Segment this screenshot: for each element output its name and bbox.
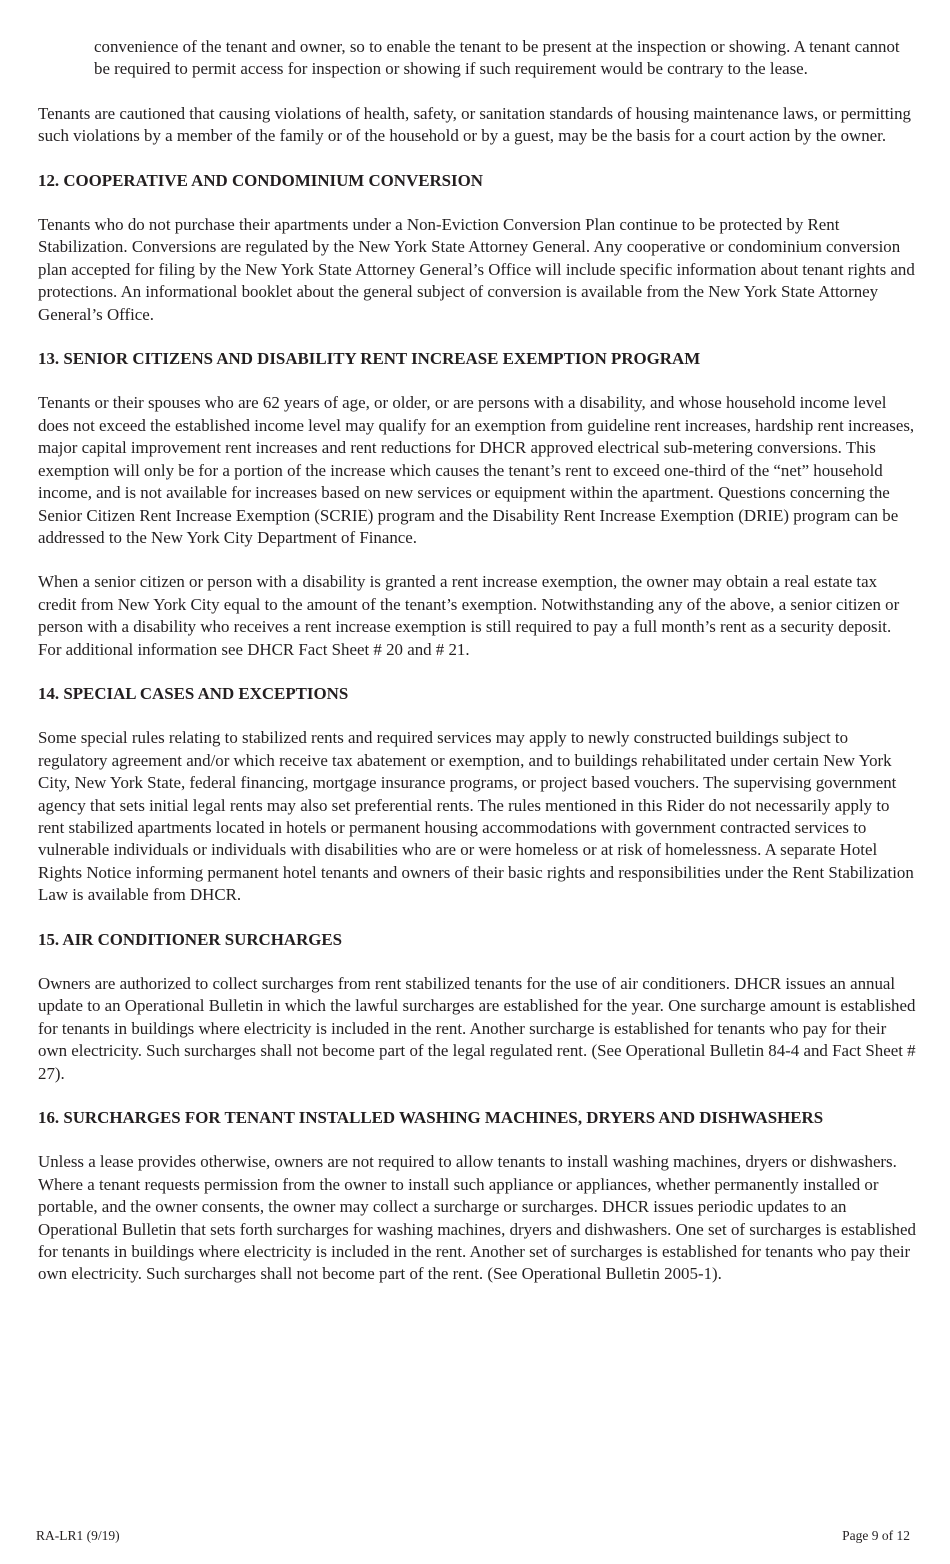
section-13-paragraph-1: Tenants or their spouses who are 62 years of age, or older, or are persons with a disability, and whose household income level does not exceed the established income level may qualify for an exemption from guideline rent increases, hardship rent increases, major capital improvement rent increases and rent reductions for DHCR approved electrical sub-metering conversions. This exemption will only be for a portion of the increase which causes the tenant’s rent to exceed one-third of the “net” household income, and is not available for increases based on new services or equipment within the apartment. Questions concerning the Senior Citizen Rent Increase Exemption (SCRIE) program and the Disability Rent Increase Exemption (DRIE) program can be addressed to the New York City Department of Finance. [38, 393, 915, 547]
page-number-footer: Page 9 of 12 [842, 1528, 910, 1543]
continued-paragraph: convenience of the tenant and owner, so to enable the tenant to be present at the inspection or showing. A tenant cannot be required to permit access for inspection or showing if such requirement would be contrary to the lease. [94, 37, 900, 79]
section-13-paragraph-2: When a senior citizen or person with a disability is granted a rent increase exemption, the owner may obtain a real estate tax credit from New York City equal to the amount of the tenant’s exemption. Notwithstanding any of the above, a senior citizen or person with a disability who receives a rent increase exemption is still required to pay a full month’s rent as a security deposit. For additional information see DHCR Fact Sheet # 20 and # 21. [38, 572, 900, 659]
section-16-paragraph-1: Unless a lease provides otherwise, owners are not required to allow tenants to install washing machines, dryers or dishwashers. Where a tenant requests permission from the owner to install such appliance or appliances, whether permanently installed or portable, and the owner consents, the owner may collect a surcharge or surcharges. DHCR issues periodic updates to an Operational Bulletin that sets forth surcharges for washing machines, dryers and dishwashers. One set of surcharges is established for tenants in buildings where electricity is included in the rent. Another set of surcharges is established for tenants who pay their own electricity. Such surcharges shall not become part of the rent. (See Operational Bulletin 2005-1). [38, 1152, 916, 1284]
section-heading-13: 13. SENIOR CITIZENS AND DISABILITY RENT INCREASE EXEMPTION PROGRAM [38, 349, 701, 369]
section-heading-12: 12. COOPERATIVE AND CONDOMINIUM CONVERSION [38, 170, 483, 190]
section-15-paragraph-1: Owners are authorized to collect surcharges from rent stabilized tenants for the use of air conditioners. DHCR issues an annual update to an Operational Bulletin in which the lawful surcharges are established for the year. One surcharge amount is established for tenants in buildings where electricity is included in the rent. Another surcharge is established for tenants who pay for their own electricity. Such surcharges shall not become part of the legal regulated rent. (See Operational Bulletin 84-4 and Fact Sheet # 27). [38, 974, 916, 1083]
caution-paragraph: Tenants are cautioned that causing violations of health, safety, or sanitation standards of housing maintenance laws, or permitting such violations by a member of the family or of the household or by a guest, may be the basis for a court action by the owner. [38, 103, 911, 146]
section-14-paragraph-1: Some special rules relating to stabilized rents and required services may apply to newly constructed buildings subject to regulatory agreement and/or which receive tax abatement or exemption, and to buildings rehabilitated under certain New York City, New York State, federal financing, mortgage insurance programs, or project based vouchers. The supervising government agency that sets initial legal rents may also set preferential rents. The rules mentioned in this Rider do not necessarily apply to rent stabilized apartments located in hotels or permanent housing accommodations with government contracted services to vulnerable individuals or individuals with disabilities who are or were homeless or at risk of homelessness. A separate Hotel Rights Notice informing permanent hotel tenants and owners of their basic rights and responsibilities under the Rent Stabilization Law is available from DHCR. [38, 728, 914, 905]
section-heading-14: 14. SPECIAL CASES AND EXCEPTIONS [38, 683, 349, 703]
section-heading-16: 16. SURCHARGES FOR TENANT INSTALLED WASHING MACHINES, DRYERS AND DISHWASHERS [38, 1108, 824, 1128]
form-id-footer: RA-LR1 (9/19) [36, 1528, 120, 1543]
document-page [38, 36, 918, 1308]
section-12-paragraph-1: Tenants who do not purchase their apartments under a Non-Eviction Conversion Plan continue to be protected by Rent Stabilization. Conversions are regulated by the New York State Attorney General. Any cooperative or condominium conversion plan accepted for filing by the New York State Attorney General’s Office will include specific information about tenant rights and protections. An informational booklet about the general subject of conversion is available from the New York State Attorney General’s Office. [38, 215, 915, 324]
section-heading-15: 15. AIR CONDITIONER SURCHARGES [38, 929, 343, 949]
